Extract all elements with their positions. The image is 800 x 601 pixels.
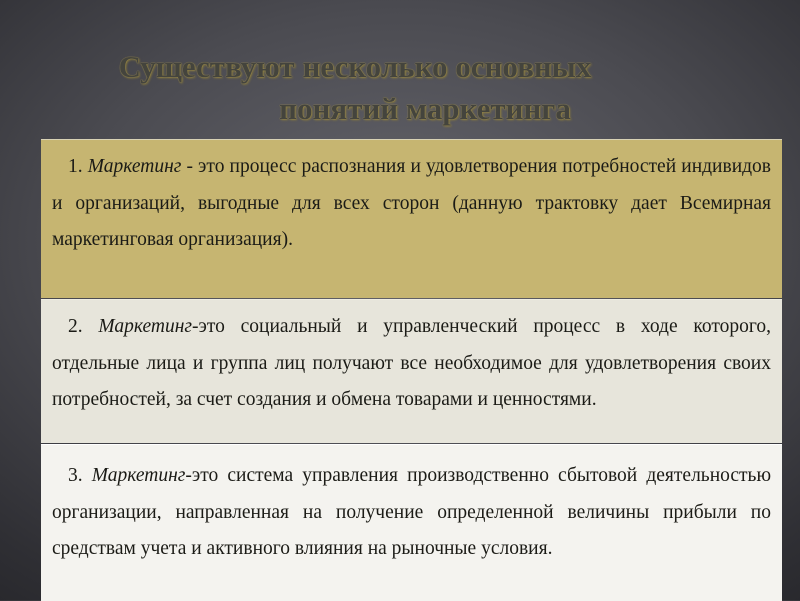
definition-term: Маркетинг — [87, 156, 182, 177]
slide-title-line-1: Существуют несколько основных — [118, 49, 592, 84]
definition-row-1 — [41, 140, 782, 298]
definition-term: Маркетинг — [98, 316, 192, 337]
definition-text: -это социальный и управленческий процесс в ходе которого, отдельные лица и группа лиц получают все необходимое для удовлетворения своих потребностей, за счет создания и обмена товарами и ценностями. — [52, 316, 771, 410]
definition-text: -это система управления производственно сбытовой деятельностью организации, направленная на получение определенной величины прибыли по средствам учета и активного влияния на рыночные условия. — [52, 465, 772, 559]
slide-title-line-2: понятий маркетинга — [279, 91, 571, 126]
definition-text: - это процесс распознания и удовлетворения потребностей индивидов и организаций, выгодные для всех сторон (данную трактовку дает Всемирная маркетинговая организация). — [52, 156, 772, 250]
definition-number: 3. — [68, 465, 83, 486]
definition-number: 1. — [68, 156, 83, 177]
slide-title — [0, 46, 800, 130]
definition-row-3 — [41, 444, 782, 601]
definition-row-2 — [41, 299, 782, 443]
definition-term: Маркетинг — [91, 465, 186, 486]
definitions-table — [41, 139, 782, 601]
definition-number: 2. — [68, 316, 83, 337]
